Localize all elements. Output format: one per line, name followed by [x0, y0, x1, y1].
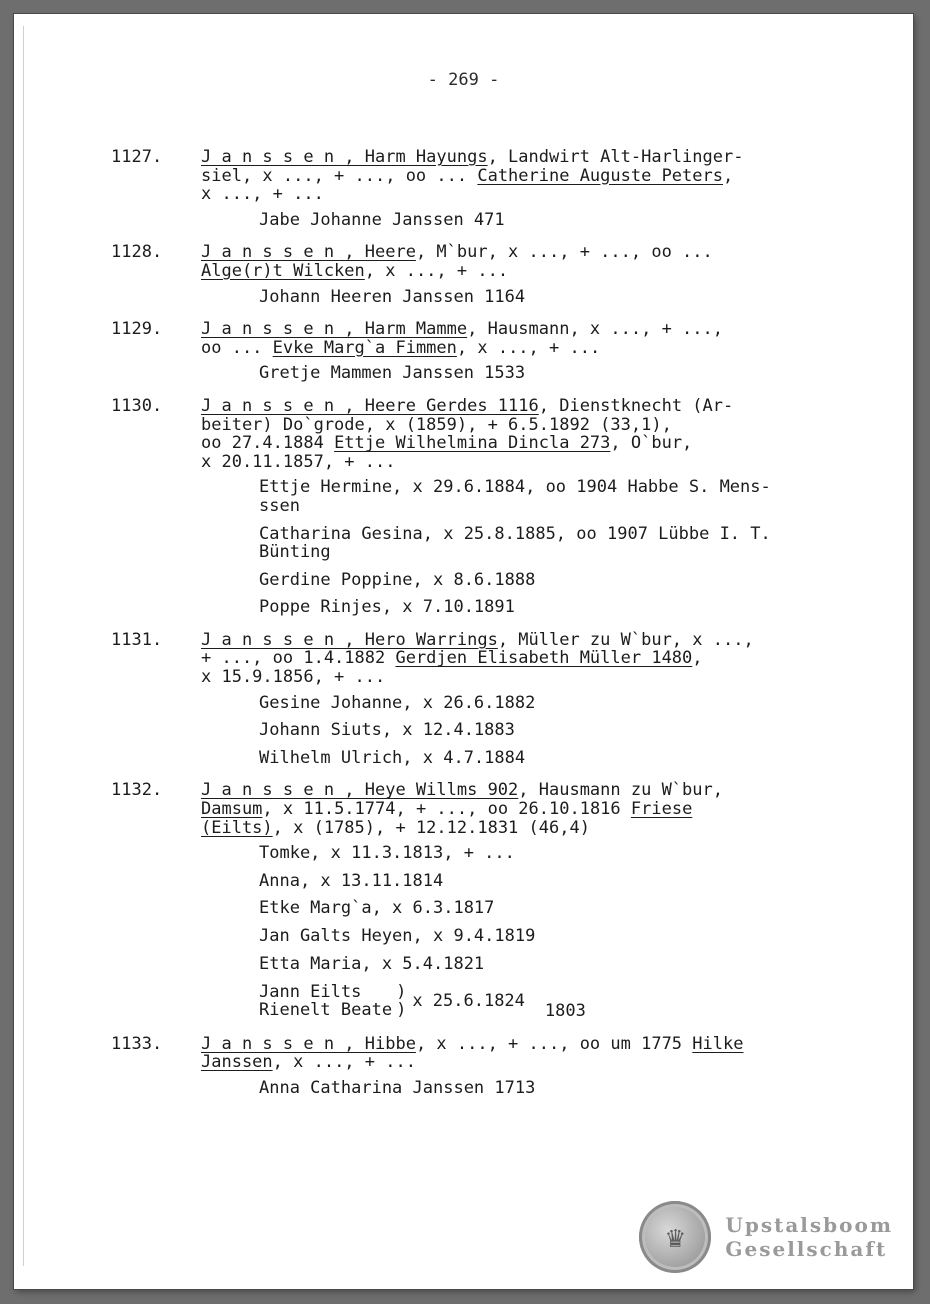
entry-body	[201, 148, 831, 229]
child-entry: Etta Maria, x 5.4.1821	[259, 953, 485, 974]
child-entry: Johann Heeren Janssen 1164	[259, 286, 526, 307]
entry-1131	[111, 631, 831, 768]
underlined-name: Evke Marg`a Fimmen	[272, 338, 457, 358]
child-entry: Johann Siuts, x 12.4.1883	[259, 720, 515, 741]
page-number: - 269 -	[427, 70, 500, 90]
line-text: , x ..., + ...	[272, 1053, 416, 1072]
entry-body	[201, 320, 831, 383]
entry-number: 1132.	[111, 780, 163, 801]
line-text: ,	[692, 649, 703, 669]
line-text: , Dienstknecht (Ar-	[538, 396, 734, 416]
line-text: oo ...	[201, 338, 273, 358]
line-text: + ..., oo 1.4.1882	[201, 649, 396, 669]
entry-line	[201, 148, 831, 167]
child-entry: Gesine Johanne, x 26.6.1882	[259, 692, 536, 713]
entry-line	[201, 397, 831, 416]
entry-line	[201, 631, 831, 650]
underlined-name: J a n s s e n , Heere	[201, 243, 416, 262]
entry-line	[201, 339, 831, 358]
line-text: , x ..., + ..., oo um 1775	[415, 1034, 693, 1054]
line-text: , x (1785), + 12.12.1831 (46,4)	[272, 818, 590, 838]
entry-line	[201, 185, 831, 204]
underlined-name: Damsum	[201, 800, 263, 819]
entry-line	[201, 819, 831, 838]
entry-line	[201, 416, 831, 435]
entry-line	[201, 668, 831, 687]
line-text: , Hausmann zu W`bur,	[518, 781, 723, 801]
entry-1132	[111, 781, 831, 1020]
child-entry: Ettje Hermine, x 29.6.1884, oo 1904 Habbe S. Mens- ssen	[259, 477, 771, 516]
entry-line	[201, 320, 831, 339]
line-text: siel, x ..., + ..., oo ...	[201, 166, 478, 186]
society-logo	[639, 1201, 893, 1273]
twin-reference: 1803	[544, 1001, 586, 1022]
entry-1133	[111, 1035, 831, 1098]
entry-number: 1128.	[111, 242, 163, 263]
underlined-name: Catherine Auguste Peters	[477, 166, 723, 186]
underlined-name: Friese	[630, 800, 693, 819]
line-text: , Müller zu W`bur, x ...,	[497, 630, 754, 650]
child-entry: Jabe Johanne Janssen 471	[259, 209, 505, 230]
entry-line	[201, 167, 831, 186]
entry-line	[201, 262, 831, 281]
entry-number: 1131.	[111, 629, 163, 650]
seal-icon: ♛	[639, 1201, 711, 1273]
child-entry: Gretje Mammen Janssen 1533	[259, 363, 526, 384]
underlined-name: J a n s s e n , Hibbe	[201, 1034, 416, 1054]
entry-body	[201, 1035, 831, 1098]
twin-brace: ) )	[396, 981, 407, 1021]
entry-line	[201, 243, 831, 262]
line-text: beiter) Do`grode, x (1859), + 6.5.1892 (33,1),	[201, 415, 672, 435]
underlined-name: J a n s s e n , Hero Warrings	[201, 630, 498, 650]
underlined-name: Gerdjen Elisabeth Müller 1480	[395, 649, 693, 669]
underlined-name: J a n s s e n , Heye Willms 902	[201, 781, 519, 801]
line-text: x ..., + ...	[201, 185, 324, 204]
line-text: x 15.9.1856, + ...	[201, 668, 386, 687]
underlined-name: Hilke	[692, 1034, 744, 1054]
underlined-name: J a n s s e n , Heere Gerdes 1116	[201, 396, 539, 416]
entry-number: 1133.	[111, 1033, 163, 1054]
underlined-name: Janssen	[201, 1053, 273, 1072]
line-text: ,	[722, 166, 734, 186]
entry-body	[201, 631, 831, 768]
line-text: , M`bur, x ..., + ..., oo ...	[415, 243, 713, 262]
entry-line	[201, 649, 831, 668]
logo-line-1: Upstalsboom	[725, 1213, 893, 1237]
twin-birth-date: x 25.6.1824	[412, 991, 525, 1012]
child-entry: Tomke, x 11.3.1813, + ...	[259, 843, 515, 864]
entry-number: 1127.	[111, 147, 163, 167]
twin-children	[111, 982, 831, 1021]
entry-line	[201, 800, 831, 819]
child-entry: Wilhelm Ulrich, x 4.7.1884	[259, 747, 526, 768]
genealogy-entries	[111, 148, 831, 1112]
line-text: oo 27.4.1884	[201, 434, 335, 453]
underlined-name: J a n s s e n , Harm Mamme	[201, 320, 468, 339]
child-entry: Poppe Rinjes, x 7.10.1891	[259, 597, 515, 618]
entry-number: 1130.	[111, 395, 163, 416]
line-text: x 20.11.1857, + ...	[201, 452, 396, 472]
entry-line	[201, 781, 831, 800]
entry-1130	[111, 397, 831, 617]
line-text: , Hausmann, x ..., + ...,	[467, 320, 723, 339]
entry-line	[201, 1035, 831, 1054]
line-text: , x ..., + ...	[364, 261, 509, 281]
entry-body	[201, 781, 831, 1020]
entry-line	[201, 434, 831, 453]
logo-text	[725, 1213, 893, 1261]
entry-line	[201, 1053, 831, 1072]
margin-rule	[23, 26, 24, 1266]
child-entry: Jan Galts Heyen, x 9.4.1819	[259, 926, 536, 946]
entry-body	[201, 397, 831, 617]
twin-names: Jann Eilts Rienelt Beate	[259, 981, 393, 1021]
entry-1128	[111, 243, 831, 306]
entry-1129	[111, 320, 831, 383]
underlined-name: Ettje Wilhelmina Dincla 273	[334, 434, 611, 453]
logo-line-2: Gesellschaft	[725, 1237, 888, 1261]
line-text: , Landwirt Alt-Harlinger-	[487, 148, 744, 167]
underlined-name: Alge(r)t Wilcken	[201, 261, 365, 281]
child-entry: Anna, x 13.11.1814	[259, 870, 444, 891]
line-text: , O`bur,	[610, 434, 693, 453]
entry-number: 1129.	[111, 319, 163, 340]
underlined-name: (Eilts)	[201, 818, 273, 838]
child-entry: Etke Marg`a, x 6.3.1817	[259, 898, 495, 919]
child-entry: Gerdine Poppine, x 8.6.1888	[259, 569, 536, 590]
child-entry: Catharina Gesina, x 25.8.1885, oo 1907 Lübbe I. T. Bünting	[259, 523, 771, 563]
child-entry: Anna Catharina Janssen 1713	[259, 1077, 536, 1098]
entry-body	[201, 243, 831, 306]
line-text: , x 11.5.1774, + ..., oo 26.10.1816	[262, 800, 631, 819]
document-page	[14, 14, 913, 1289]
entry-line	[201, 453, 831, 472]
line-text: , x ..., + ...	[456, 338, 601, 358]
underlined-name: J a n s s e n , Harm Hayungs	[201, 148, 488, 167]
entry-1127	[111, 148, 831, 229]
